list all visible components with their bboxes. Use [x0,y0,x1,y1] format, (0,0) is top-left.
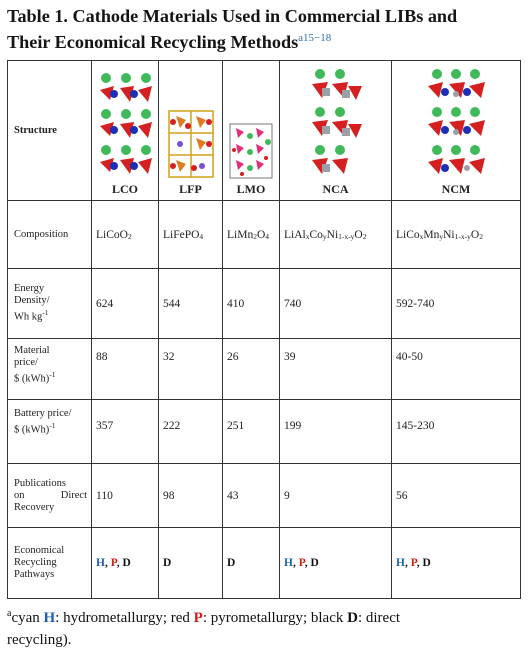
cell-battery-price-nca: 199 [280,400,392,464]
composition-text: LiFePO [163,228,200,241]
table-title [7,5,527,53]
cell-material-price-nca: 39 [280,339,392,400]
table-row-energy-density [8,269,521,339]
composition-subscript: x [419,231,424,241]
cell-material-price-ncm: 40-50 [392,339,521,400]
composition-subscript: 2 [362,231,367,241]
cell-battery-price-lco: 357 [92,400,159,464]
row-label-line: $ (kWh) [14,373,50,385]
crystal-structure-nca-icon [308,68,364,180]
cell-recycling-ncm [392,528,521,599]
row-label-line [14,490,87,502]
direct-marker: D [122,557,131,569]
table-row-structure [8,61,521,201]
hydro-marker: H [396,557,405,569]
cell-material-price-lfp: 32 [159,339,223,400]
row-label-word: on [14,489,25,501]
cell-publications-lco: 110 [92,464,159,528]
row-label-material-price [8,339,92,400]
footnote-text: cyan [11,610,44,626]
material-label-lmo: LMO [236,182,266,196]
hydro-marker: H [284,557,293,569]
cell-battery-price-ncm: 145-230 [392,400,521,464]
footnote-text: : hydrometallurgy; red [55,610,194,626]
hydro-marker: H [96,557,105,569]
separator: , [116,557,123,569]
composition-text: Ni [326,228,339,241]
separator: , [304,557,311,569]
composition-subscript: 1-x-y [454,231,471,241]
cell-material-price-lco: 88 [92,339,159,400]
table-row-material-price [8,339,521,400]
cell-composition-nca [280,201,392,269]
title-line-2 [7,27,527,53]
row-label-line: Density/ [14,295,50,307]
composition-subscript: 4 [199,231,204,241]
composition-text: LiCo [396,228,420,241]
row-label-word: Direct [60,489,87,501]
composition-subscript: 2 [253,231,257,241]
separator: , [292,557,299,569]
direct-marker: D [310,557,319,569]
separator: , [104,557,111,569]
material-label-nca: NCA [322,182,349,196]
composition-text: O [256,228,266,241]
row-label-publications [8,464,92,528]
footnote-direct-marker: D [347,610,358,626]
cell-energy-nca: 740 [280,269,392,339]
cell-publications-ncm: 56 [392,464,521,528]
row-label-line: Material [14,345,50,356]
cell-battery-price-lmo: 251 [223,400,280,464]
cell-publications-nca: 9 [280,464,392,528]
row-label-sup: -1 [42,308,49,318]
cell-publications-lfp: 98 [159,464,223,528]
cell-structure-lco [92,61,159,201]
crystal-structure-lfp-icon [166,108,216,180]
row-label-line: Wh kg [14,311,43,323]
composition-subscript: 1-x-y [338,231,355,241]
crystal-structure-ncm-icon [425,68,487,180]
composition-subscript: 2 [479,231,483,241]
cell-structure-lmo [223,61,280,201]
cell-publications-lmo: 43 [223,464,280,528]
composition-text: LiMn [227,228,254,241]
pyro-marker: P [410,557,417,569]
table-footnote [7,603,523,651]
cell-structure-lfp [159,61,223,201]
row-label-sup: -1 [49,421,56,430]
row-label-line: Recovery [14,501,55,513]
row-label-line: Pathways [14,569,55,580]
cell-energy-lco: 624 [92,269,159,339]
cell-material-price-lmo: 26 [223,339,280,400]
pyro-marker: P [298,557,305,569]
composition-text: LiCoO [96,228,128,241]
row-label-sup: -1 [49,370,56,379]
composition-text: Co [309,228,323,241]
composition-text: Mn [423,228,440,241]
row-label-line: $ (kWh) [14,424,50,436]
row-label-line: price/ [14,357,38,368]
cell-recycling-lco [92,528,159,599]
composition-subscript: x [305,231,310,241]
composition-text: LiAl [284,228,306,241]
direct-marker: D [422,557,431,569]
cell-composition-lco [92,201,159,269]
footnote-text: : pyrometallurgy; black [202,610,348,626]
footnote-marker: a [7,608,12,619]
composition-subscript: 4 [265,231,270,241]
row-label-line: Publications [14,477,66,489]
cell-energy-lfp: 544 [159,269,223,339]
cell-composition-lfp [159,201,223,269]
cathode-table [7,60,521,599]
cell-structure-ncm [392,61,521,201]
table-row-battery-price [8,400,521,464]
direct-marker: D [227,557,236,569]
table-row-publications [8,464,521,528]
crystal-structure-lco-icon [96,72,154,180]
title-line-1: Table 1. Cathode Materials Used in Commercial LIBs and [7,6,458,26]
cell-recycling-lmo [223,528,280,599]
row-label-battery-price [8,400,92,464]
title-citation[interactable]: a15−18 [298,32,332,44]
row-label-structure: Structure [8,61,92,201]
material-label-ncm: NCM [441,182,471,196]
footnote-hydro-marker: H [43,610,56,626]
row-label-line: Economical [14,545,65,556]
cell-composition-ncm [392,201,521,269]
composition-subscript: y [439,231,444,241]
row-label-energy-density [8,269,92,339]
row-label-line: Battery price/ [14,408,72,419]
footnote-line-2: recycling). [7,632,72,648]
material-label-lco: LCO [111,182,138,196]
direct-marker: D [163,557,172,569]
composition-text: O [354,228,363,241]
composition-subscript: y [322,231,327,241]
table-row-composition [8,201,521,269]
footnote-pyro-marker: P [193,610,203,626]
separator: , [404,557,411,569]
cell-energy-lmo: 410 [223,269,280,339]
cell-recycling-lfp [159,528,223,599]
cell-composition-lmo [223,201,280,269]
row-label-line: Energy [14,283,45,295]
table-row-recycling [8,528,521,599]
separator: , [416,557,423,569]
footnote-text: : direct [357,610,401,626]
cell-recycling-nca [280,528,392,599]
cell-energy-ncm: 592-740 [392,269,521,339]
composition-text: O [470,228,480,241]
pyro-marker: P [110,557,117,569]
composition-text: Ni [443,228,455,241]
cell-structure-nca [280,61,392,201]
composition-subscript: 2 [127,231,132,241]
material-label-lfp: LFP [179,182,202,196]
crystal-structure-lmo-icon [228,122,274,180]
cell-battery-price-lfp: 222 [159,400,223,464]
row-label-line: Recycling [14,557,57,568]
title-line-2-text: Their Economical Recycling Methods [7,32,299,53]
row-label-recycling [8,528,92,599]
row-label-composition: Composition [8,201,92,269]
